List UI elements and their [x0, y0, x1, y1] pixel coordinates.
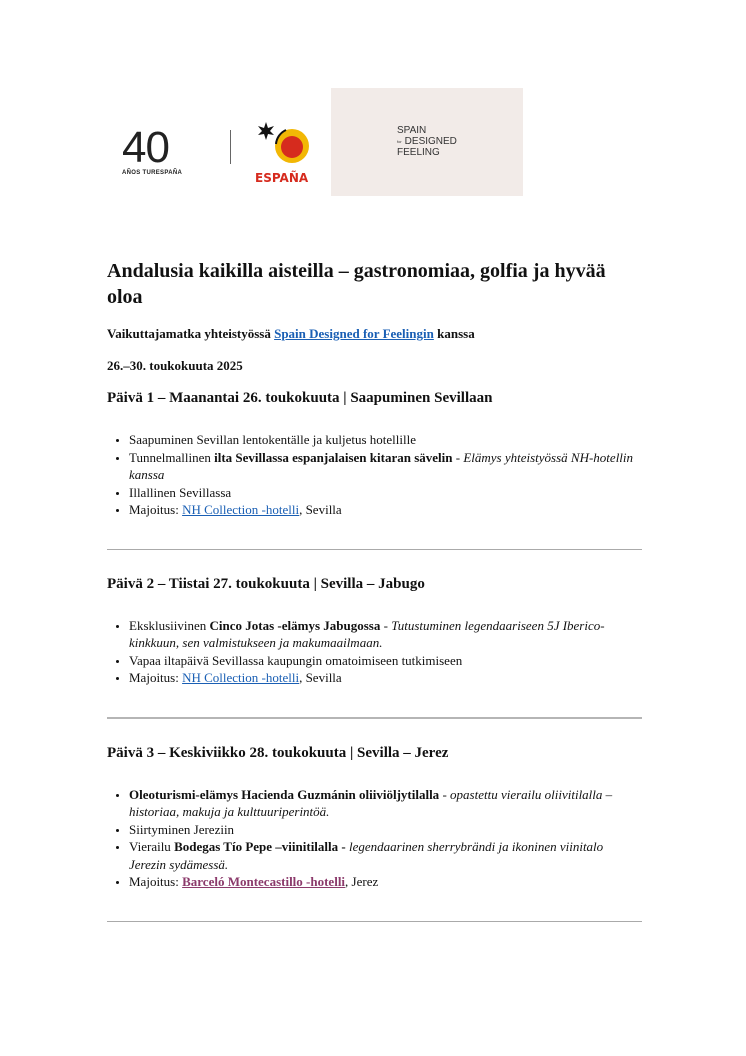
item-highlight: Cinco Jotas -elämys Jabugossa: [209, 617, 381, 633]
item-description: opastettu vierailu oliivitilalla – historiaa, makuja ja kulttuuriperintöä.: [129, 786, 613, 819]
list-item: [129, 838, 642, 873]
item-description: Tutustuminen legendaariseen 5J Iberico-kinkkuun, sen valmistukseen ja makumaailmaan.: [129, 617, 605, 650]
list-item: [129, 652, 642, 670]
espana-wordmark: ESPAÑA: [255, 171, 309, 185]
item-description: Elämys yhteistyössä NH-hotellin kanssa: [129, 449, 634, 482]
trip-dates: 26.–30. toukokuuta 2025: [107, 358, 243, 373]
subtitle: Vaikuttajamatka yhteistyössä Spain Designed for Feelingin kanssa: [107, 326, 475, 341]
hotel-link[interactable]: NH Collection -hotelli: [182, 502, 300, 517]
item-highlight: Oleoturismi-elämys Hacienda Guzmánin oliiviöljytilalla: [129, 786, 440, 802]
section-divider: [107, 717, 642, 719]
item-text: Vierailu: [129, 839, 175, 854]
item-text: Illallinen Sevillassa: [129, 484, 232, 500]
item-text: Majoitus:: [129, 670, 183, 685]
list-item: [129, 786, 642, 821]
item-description: legendaarinen sherrybrändi ja ikoninen viinitalo Jerezin sydämessä.: [129, 839, 604, 872]
sdf-line-3: FEELING: [397, 147, 440, 159]
item-text: , Jerez: [345, 874, 379, 889]
sdf-line-1: SPAIN: [397, 125, 427, 136]
day-items: [107, 431, 642, 519]
day-heading: Päivä 3 – Keskiviikko 28. toukokuuta | Sevilla – Jerez: [107, 744, 449, 761]
espana-logo: [252, 118, 318, 190]
list-item: [129, 617, 642, 652]
list-item: [129, 501, 642, 519]
item-text: Majoitus:: [129, 874, 183, 889]
section-divider: [107, 549, 642, 550]
list-item: [129, 669, 642, 687]
list-item: [129, 431, 642, 449]
forty-number: 40: [122, 123, 169, 172]
list-item: [129, 449, 642, 484]
section-divider: [107, 921, 642, 922]
forty-subtitle: AÑOS TURESPAÑA: [122, 170, 183, 176]
item-text: Vapaa iltapäivä Sevillassa kaupungin omatoimiseen tutkimiseen: [129, 652, 463, 668]
forty-years-logo: [122, 123, 206, 176]
item-highlight: Bodegas Tío Pepe –viinitilalla -: [174, 839, 346, 854]
item-text: Eksklusiivinen: [129, 617, 210, 633]
page-title: Andalusia kaikilla aisteilla – gastronomiaa, golfia ja hyvää oloa: [107, 260, 606, 308]
item-separator: -: [380, 617, 392, 633]
item-text: Tunnelmallinen: [129, 449, 215, 465]
hotel-link[interactable]: NH Collection -hotelli: [182, 670, 300, 685]
itinerary: [107, 390, 642, 922]
item-separator: -: [439, 786, 451, 802]
document-body: [107, 258, 642, 948]
item-text: Saapuminen Sevillan lentokentälle ja kuljetus hotellille: [129, 432, 417, 447]
list-item: [129, 821, 642, 839]
logo-divider: [230, 130, 231, 164]
sdf-link[interactable]: Spain Designed for Feelingin: [274, 326, 434, 341]
item-text: Majoitus:: [129, 502, 183, 517]
day-heading: Päivä 1 – Maanantai 26. toukokuuta | Saapuminen Sevillaan: [107, 390, 493, 406]
item-text: , Sevilla: [299, 670, 342, 685]
item-text: Siirtyminen Jereziin: [129, 821, 235, 837]
list-item: [129, 484, 642, 502]
sdf-line-2: DESIGNED: [404, 136, 457, 148]
day-items: [107, 617, 642, 687]
item-highlight: ilta Sevillassa espanjalaisen kitaran sävelin: [214, 449, 453, 465]
list-item: [129, 873, 642, 891]
day-heading: Päivä 2 – Tiistai 27. toukokuuta | Sevilla – Jabugo: [107, 575, 425, 592]
item-text: , Sevilla: [299, 502, 342, 517]
sdf-small: for: [397, 139, 402, 144]
spain-designed-feeling-logo: [331, 88, 523, 196]
hotel-link[interactable]: Barceló Montecastillo -hotelli: [182, 874, 346, 889]
day-items: [107, 786, 642, 891]
item-separator: -: [452, 449, 464, 465]
